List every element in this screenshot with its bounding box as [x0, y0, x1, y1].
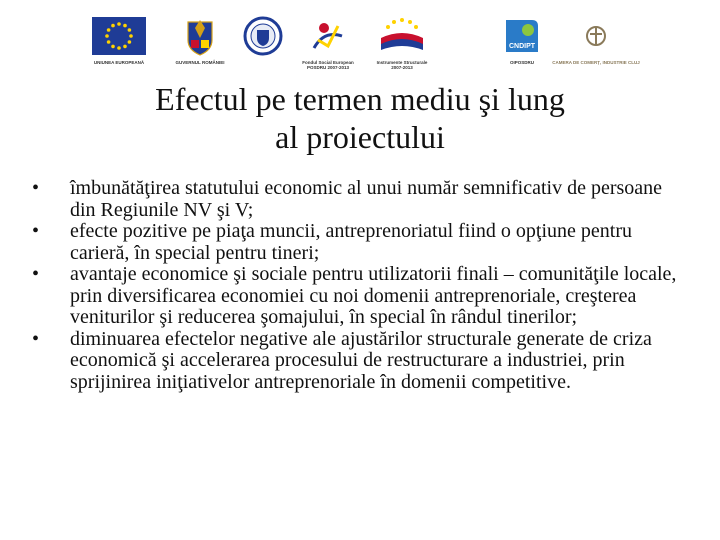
- bullet-icon: •: [32, 220, 40, 242]
- slide-title-line-2: al proiectului: [275, 119, 445, 155]
- bullet-icon: •: [32, 177, 40, 199]
- romania-coat-of-arms-logo: GUVERNUL ROMÂNIEI: [170, 14, 230, 76]
- bullet-icon: •: [32, 263, 40, 285]
- bullet-item: [30, 221, 690, 264]
- bullet-item: [30, 329, 690, 394]
- eu-flag-logo: UNIUNEA EUROPEANĂ: [90, 14, 148, 76]
- bullet-item: [30, 264, 690, 329]
- slide-title: [0, 80, 720, 156]
- bullet-list: [30, 178, 690, 393]
- ministry-seal-logo: [240, 14, 286, 76]
- bullet-item: [30, 178, 690, 221]
- chamber-commerce-logo: CAMERA DE COMERȚ, INDUSTRIE CLUJ: [542, 14, 650, 76]
- fse-logo: Fondul Social European POSDRU 2007-2013: [290, 14, 366, 76]
- bullet-text: efecte pozitive pe piaţa muncii, antreprenoriatul fiind o opţiune pentru carieră, în special pentru tineri;: [70, 220, 633, 264]
- bullet-text: avantaje economice şi sociale pentru utilizatorii finali – comunităţile locale, prin diversificarea economiei cu noi domenii antreprenoriale, creşterea veniturilor şi reducerea şomajului, în special în rândul tinerilor;: [70, 263, 677, 328]
- bullet-icon: •: [32, 327, 40, 350]
- slide-title-line-1: Efectul pe termen mediu şi lung: [155, 81, 565, 117]
- logo-strip: [80, 14, 650, 76]
- bullet-text: îmbunătăţirea statutului economic al unui număr semnificativ de persoane din Regiunile NV şi V;: [70, 177, 663, 221]
- bullet-text: diminuarea efectelor negative ale ajustărilor structurale generate de criza economică şi accelerarea procesului de restructurare a industriei, prin sprijinirea iniţiativelor antreprenoriale în domenii competitive.: [70, 327, 652, 393]
- cndipt-logo: CNDIPT OIPOSDRU: [498, 14, 546, 76]
- is-logo: Instrumente Structurale 2007-2013: [364, 14, 440, 76]
- svg-text:CNDIPT: CNDIPT: [508, 43, 536, 50]
